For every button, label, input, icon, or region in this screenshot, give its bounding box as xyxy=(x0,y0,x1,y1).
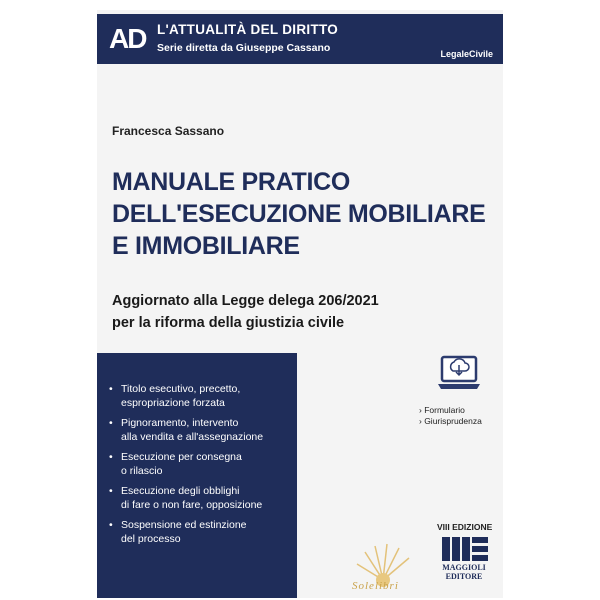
publisher-line: EDITORE xyxy=(445,572,483,581)
topic-item xyxy=(109,519,294,546)
series-banner xyxy=(97,14,503,64)
topics-list xyxy=(109,383,294,553)
series-subtitle: Serie diretta da Giuseppe Cassano xyxy=(157,42,331,54)
topic-line: Esecuzione degli obblighi xyxy=(121,485,240,497)
laptop-download-icon xyxy=(437,353,481,399)
author-name: Francesca Sassano xyxy=(112,124,225,138)
topic-line: del processo xyxy=(121,532,181,545)
topic-item xyxy=(109,417,294,444)
subtitle-line: per la riforma della giustizia civile xyxy=(112,315,345,331)
topics-panel xyxy=(97,353,297,598)
title-line: E IMMOBILIARE xyxy=(112,232,300,260)
bullet-icon: • xyxy=(109,485,113,497)
bullet-icon: • xyxy=(109,417,113,429)
topic-line: Pignoramento, intervento xyxy=(121,417,239,429)
extra-item: › Giurisprudenza xyxy=(419,416,482,426)
bullet-icon: • xyxy=(109,383,113,395)
edition-label: VIII EDIZIONE xyxy=(437,522,493,532)
topic-line: di fare o non fare, opposizione xyxy=(121,498,263,511)
topic-line: Sospensione ed estinzione xyxy=(121,519,247,531)
subtitle-line: Aggiornato alla Legge delega 206/2021 xyxy=(112,293,379,309)
book-title xyxy=(112,166,492,262)
book-subtitle xyxy=(112,290,492,334)
topic-line: Titolo esecutivo, precetto, xyxy=(121,383,241,395)
topic-line: alla vendita e all'assegnazione xyxy=(121,430,264,443)
topic-item xyxy=(109,485,294,512)
topic-line: o rilascio xyxy=(121,464,163,477)
title-line: DELL'ESECUZIONE MOBILIARE xyxy=(112,200,486,228)
series-brand: LegaleCivile xyxy=(440,49,493,59)
online-extras xyxy=(419,405,482,427)
topic-line: Esecuzione per consegna xyxy=(121,451,242,463)
topic-item xyxy=(109,451,294,478)
book-cover xyxy=(97,10,503,598)
publisher-line: MAGGIOLI xyxy=(442,563,486,572)
series-logo: AD xyxy=(109,23,146,54)
topic-line: espropriazione forzata xyxy=(121,396,225,409)
bullet-icon: • xyxy=(109,451,113,463)
solelibri-watermark: Solelibri xyxy=(352,580,399,592)
series-title: L'ATTUALITÀ DEL DIRITTO xyxy=(157,22,339,37)
extra-item: › Formulario xyxy=(419,405,465,415)
topic-item xyxy=(109,383,294,410)
bullet-icon: • xyxy=(109,519,113,531)
title-line: MANUALE PRATICO xyxy=(112,168,351,196)
